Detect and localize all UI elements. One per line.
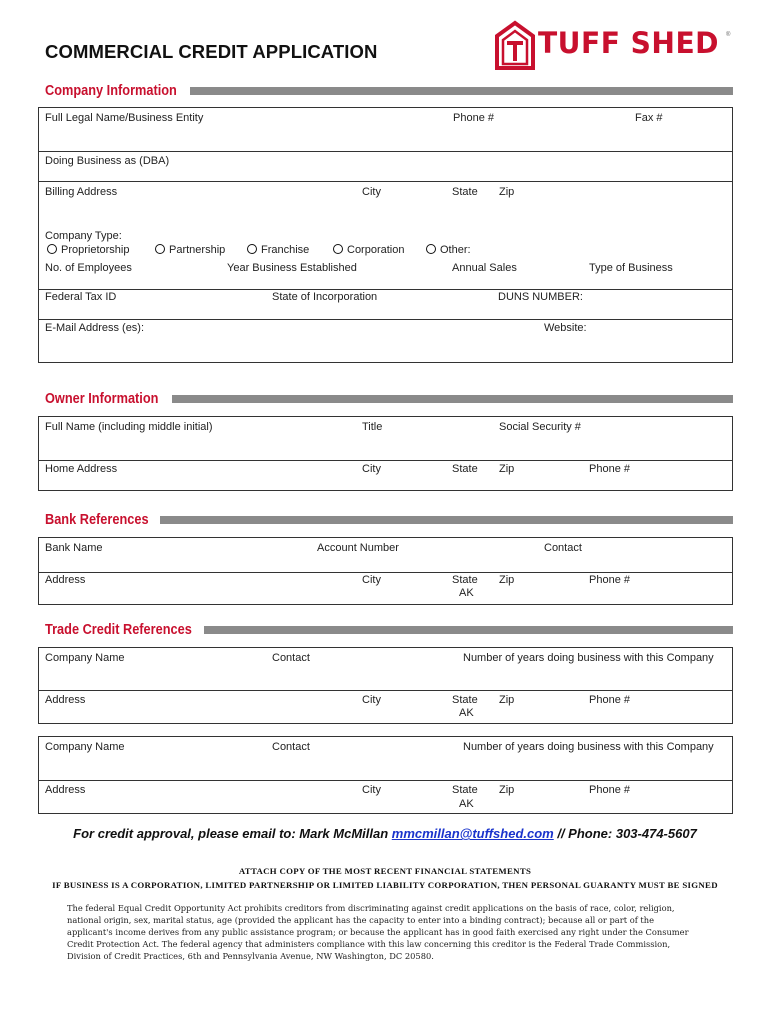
owner-city-field[interactable]: City	[362, 463, 381, 475]
trade1-zip-field[interactable]: Zip	[499, 694, 515, 706]
website-field[interactable]: Website:	[544, 322, 587, 334]
radio-icon	[333, 244, 343, 254]
attach-note: ATTACH COPY OF THE MOST RECENT FINANCIAL STATEMENTS	[238, 866, 532, 876]
city-field[interactable]: City	[362, 186, 381, 198]
email-link[interactable]: mmcmillan@tuffshed.com	[391, 826, 554, 841]
trade1-contact-field[interactable]: Contact	[272, 652, 310, 664]
radio-other[interactable]: Other:	[426, 244, 471, 256]
phone-field[interactable]: Phone #	[453, 112, 494, 124]
trade1-years-field[interactable]: Number of years doing business with this Company	[463, 652, 714, 664]
section-divider	[172, 395, 733, 403]
tax-id-field[interactable]: Federal Tax ID	[45, 291, 117, 303]
trade1-state-value: AK	[459, 707, 474, 719]
tuff-shed-logo	[494, 20, 739, 72]
trade1-company-field[interactable]: Company Name	[45, 652, 125, 664]
annual-sales-field[interactable]: Annual Sales	[452, 262, 517, 274]
company-info-box	[38, 107, 733, 363]
trade1-address-field[interactable]: Address	[45, 694, 86, 706]
trade2-state-field[interactable]: State	[452, 784, 478, 796]
brand-name: TUFF SHED	[538, 26, 719, 60]
radio-partnership[interactable]: Partnership	[155, 244, 225, 256]
account-number-field[interactable]: Account Number	[317, 542, 399, 554]
guaranty-note: IF BUSINESS IS A CORPORATION, LIMITED PARTNERSHIP OR LIMITED LIABILITY CORPORATION, THEN PERSONAL GUARANTY MUST BE SIGNED	[52, 880, 718, 890]
bank-zip-field[interactable]: Zip	[499, 574, 515, 586]
state-field[interactable]: State	[452, 186, 478, 198]
shed-logo-icon	[494, 20, 536, 70]
dba-field[interactable]: Doing Business as (DBA)	[45, 155, 170, 167]
legal-name-field[interactable]: Full Legal Name/Business Entity	[45, 112, 204, 124]
registered-mark: ®	[726, 32, 731, 38]
business-type-field[interactable]: Type of Business	[589, 262, 673, 274]
section-divider	[204, 626, 733, 634]
bank-state-value: AK	[459, 587, 474, 599]
owner-title-field[interactable]: Title	[362, 421, 383, 433]
bank-phone-field[interactable]: Phone #	[589, 574, 630, 586]
bank-contact-field[interactable]: Contact	[544, 542, 582, 554]
section-owner-title: Owner Information	[45, 391, 159, 407]
section-company-title: Company Information	[45, 83, 177, 99]
trade2-years-field[interactable]: Number of years doing business with this Company	[463, 741, 714, 753]
radio-icon	[47, 244, 57, 254]
zip-field[interactable]: Zip	[499, 186, 515, 198]
bank-city-field[interactable]: City	[362, 574, 381, 586]
trade2-state-value: AK	[459, 798, 474, 810]
ecoa-notice: The federal Equal Credit Opportunity Act prohibits creditors from discriminating against credit applications on the basis of race, color, religion, national origin, sex, marital status, age (provided the applicant has the capacity to enter into a binding contract); because all or part of the applicant's income derives from any public assistance program; or because the applicant has in good faith exercised any right under the Consumer Credit Protection Act. The federal agency that administers compliance with this law concerning this creditor is the Federal Trade Commission, Division of Credit Practices, 6th and Pennsylvania Avenue, NW Washington, DC 20580.	[67, 903, 689, 961]
home-address-field[interactable]: Home Address	[45, 463, 118, 475]
radio-proprietorship[interactable]: Proprietorship	[47, 244, 129, 256]
employees-field[interactable]: No. of Employees	[45, 262, 132, 274]
fax-field[interactable]: Fax #	[635, 112, 663, 124]
email-field[interactable]: E-Mail Address (es):	[45, 322, 145, 334]
owner-zip-field[interactable]: Zip	[499, 463, 515, 475]
year-established-field[interactable]: Year Business Established	[227, 262, 357, 274]
radio-franchise[interactable]: Franchise	[247, 244, 309, 256]
owner-state-field[interactable]: State	[452, 463, 478, 475]
trade2-phone-field[interactable]: Phone #	[589, 784, 630, 796]
trade2-contact-field[interactable]: Contact	[272, 741, 310, 753]
trade2-city-field[interactable]: City	[362, 784, 381, 796]
trade-ref-1-box	[38, 647, 733, 724]
owner-phone-field[interactable]: Phone #	[589, 463, 630, 475]
page-title: COMMERCIAL CREDIT APPLICATION	[45, 41, 378, 62]
section-divider	[190, 87, 733, 95]
trade1-phone-field[interactable]: Phone #	[589, 694, 630, 706]
bank-state-field[interactable]: State	[452, 574, 478, 586]
radio-icon	[426, 244, 436, 254]
trade2-address-field[interactable]: Address	[45, 784, 86, 796]
radio-corporation[interactable]: Corporation	[333, 244, 404, 256]
owner-info-box	[38, 416, 733, 491]
radio-icon	[155, 244, 165, 254]
ssn-field[interactable]: Social Security #	[499, 421, 581, 433]
trade1-city-field[interactable]: City	[362, 694, 381, 706]
bank-info-box	[38, 537, 733, 605]
section-bank-title: Bank References	[45, 512, 149, 528]
bank-address-field[interactable]: Address	[45, 574, 86, 586]
trade2-zip-field[interactable]: Zip	[499, 784, 515, 796]
radio-icon	[247, 244, 257, 254]
section-divider	[160, 516, 733, 524]
trade2-company-field[interactable]: Company Name	[45, 741, 125, 753]
billing-address-field[interactable]: Billing Address	[45, 186, 118, 198]
trade1-state-field[interactable]: State	[452, 694, 478, 706]
owner-name-field[interactable]: Full Name (including middle initial)	[45, 421, 213, 433]
duns-field[interactable]: DUNS NUMBER:	[498, 291, 583, 303]
credit-approval-contact: For credit approval, please email to: Mark McMillan mmcmillan@tuffshed.com // Phone: 303-474-5607	[73, 826, 697, 841]
section-trade-title: Trade Credit References	[45, 622, 192, 638]
state-incorporation-field[interactable]: State of Incorporation	[272, 291, 378, 303]
trade-ref-2-box	[38, 736, 733, 814]
bank-name-field[interactable]: Bank Name	[45, 542, 103, 554]
company-type-label: Company Type:	[45, 230, 122, 242]
